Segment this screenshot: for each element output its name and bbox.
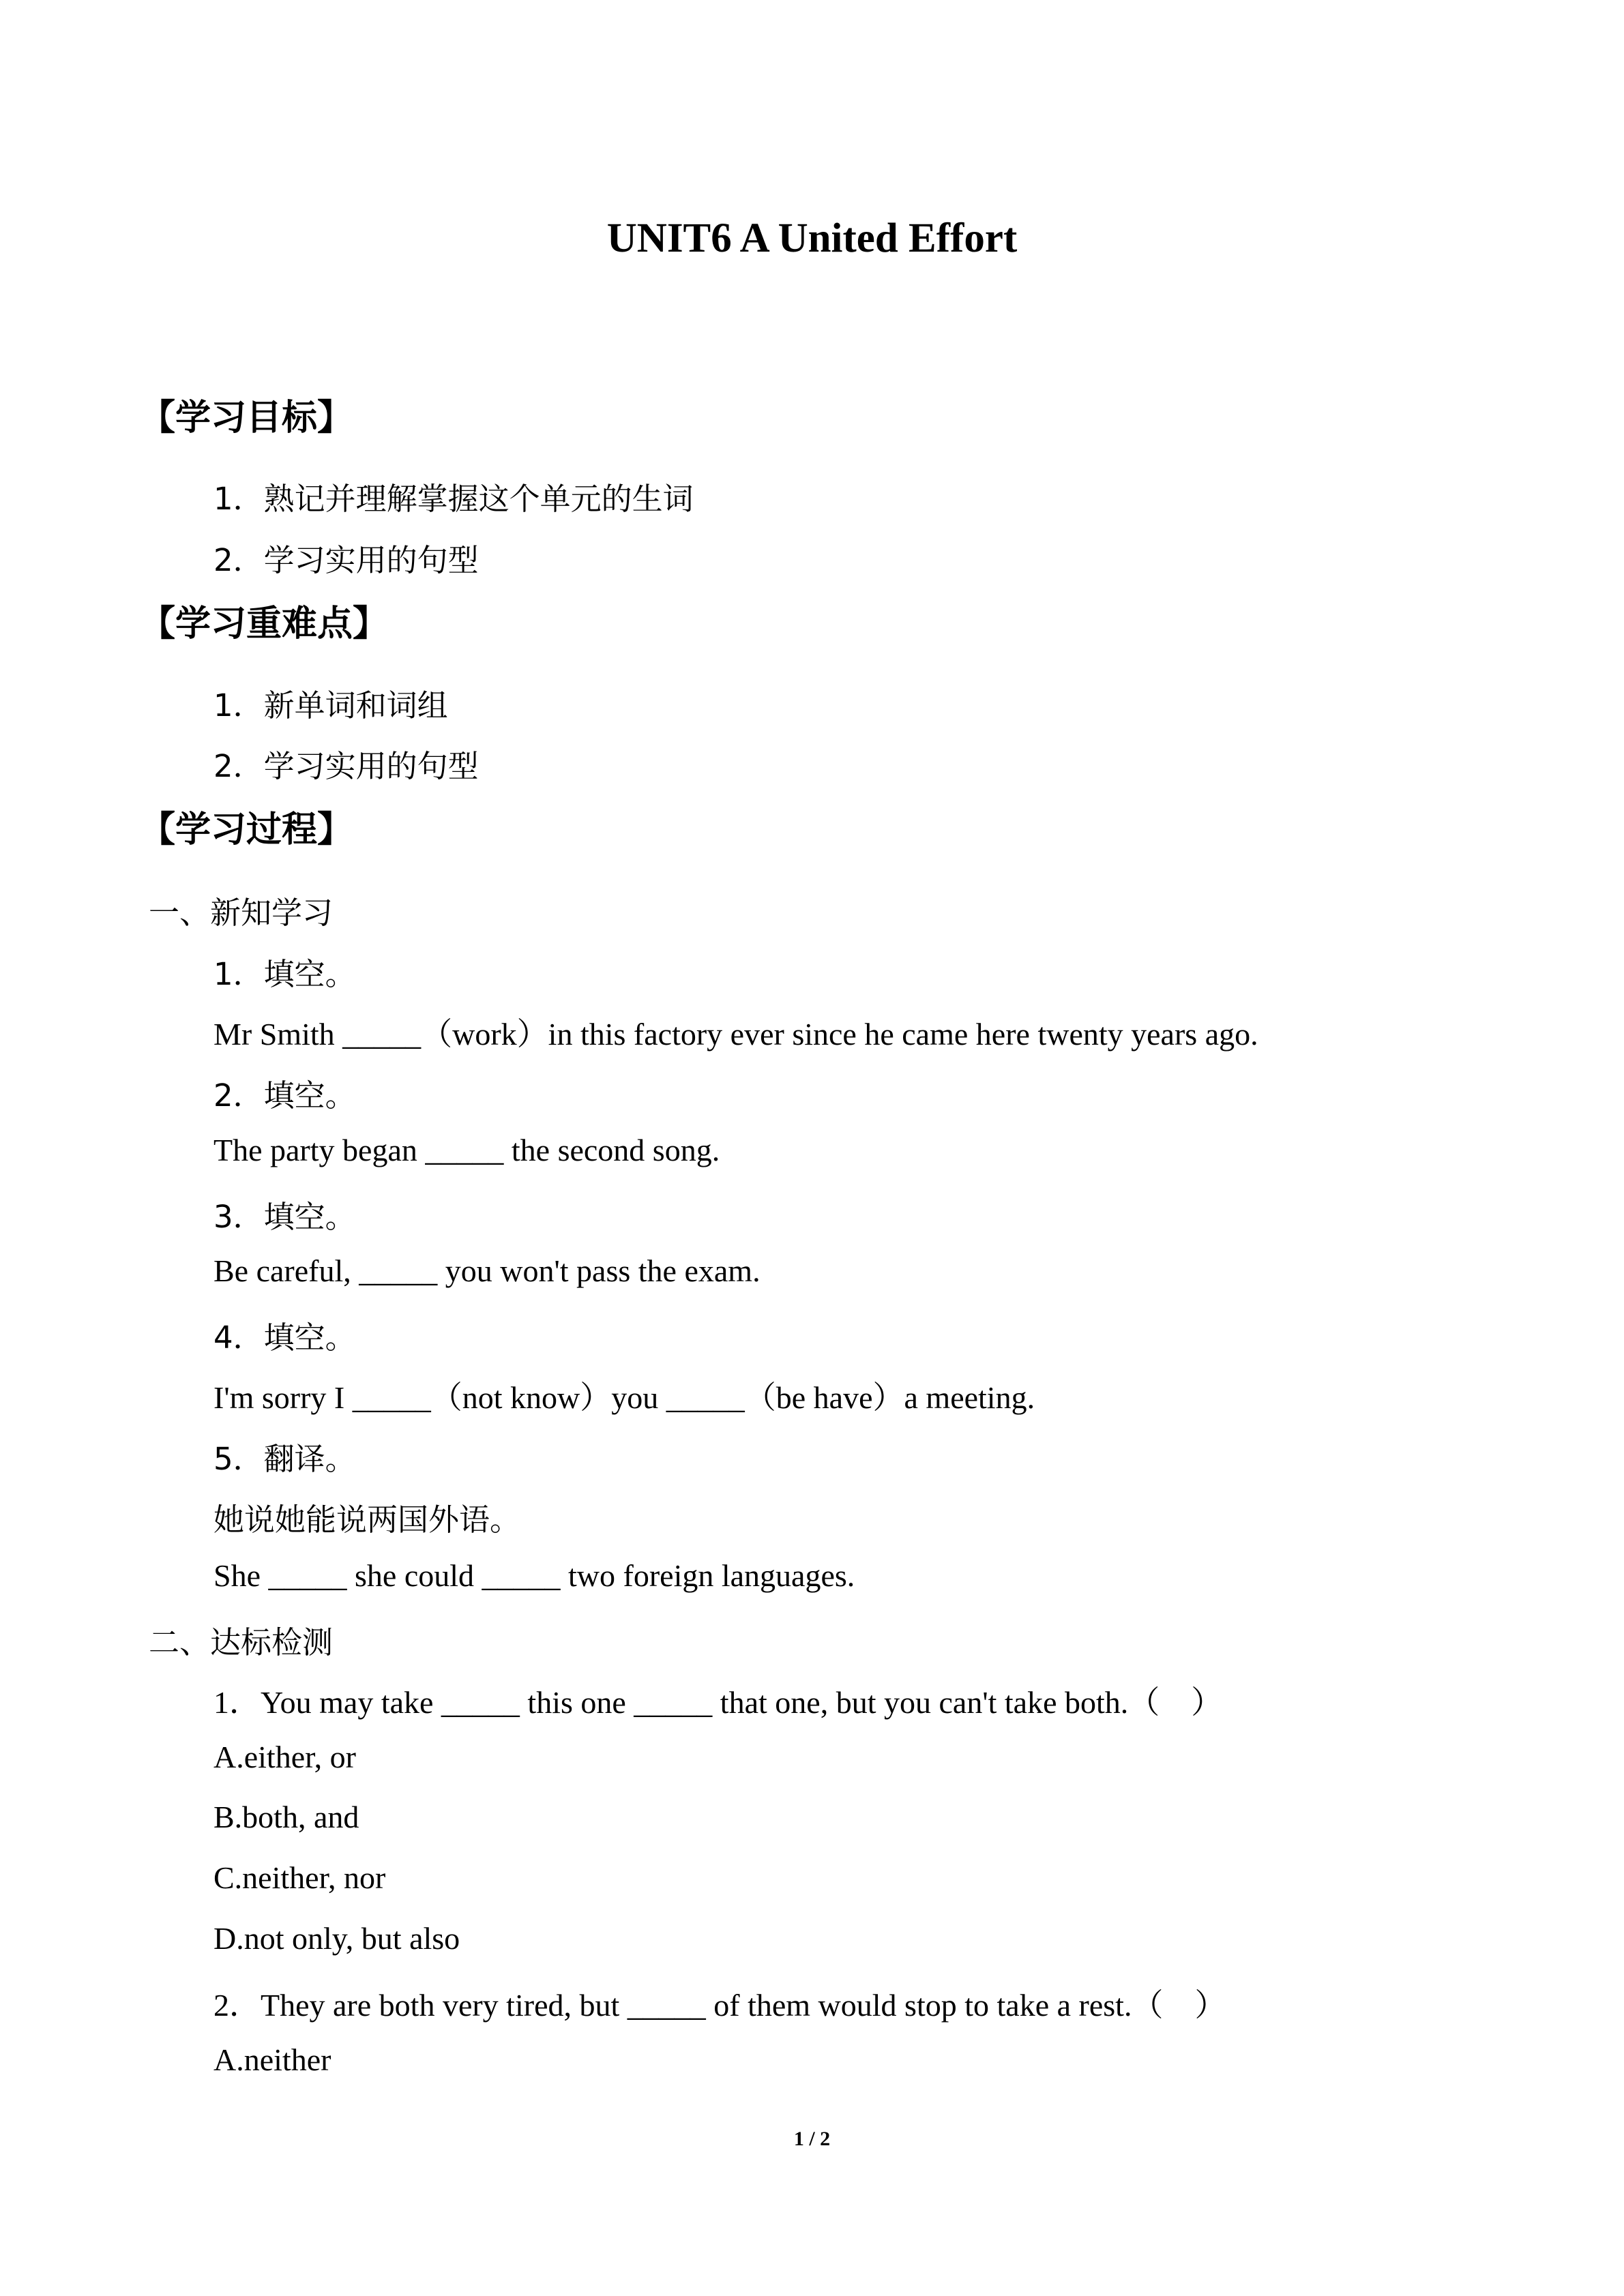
part1-q1-text: Mr Smith _____（work）in this factory ever since he came here twenty years ago. <box>213 1017 1258 1052</box>
part2-q1-option-a: A.either, or <box>213 1740 356 1774</box>
section-heading-process: 【学习过程】 <box>140 809 353 850</box>
part1-heading: 一、新知学习 <box>149 895 334 931</box>
part1-q2-text: The party began _____ the second song. <box>213 1133 720 1167</box>
part1-q2-label: 2．填空。 <box>213 1077 356 1114</box>
key-point-item-2: 2．学习实用的句型 <box>213 748 479 784</box>
part1-q5-text: She _____ she could _____ two foreign languages. <box>213 1558 855 1593</box>
part1-q3-label: 3．填空。 <box>213 1199 356 1235</box>
key-point-item-1: 1．新单词和词组 <box>213 687 448 724</box>
part1-q5-chinese: 她说她能说两国外语。 <box>213 1502 521 1538</box>
part1-q3-text: Be careful, _____ you won't pass the exam. <box>213 1253 761 1288</box>
part2-q1-option-d: D.not only, but also <box>213 1921 460 1956</box>
part1-q5-label: 5．翻译。 <box>213 1441 356 1477</box>
part2-heading: 二、达标检测 <box>149 1624 334 1660</box>
page-title: UNIT6 A United Effort <box>606 215 1018 261</box>
part2-q1-text: 1．You may take _____ this one _____ that one, but you can't take both.（ ） <box>213 1685 1223 1720</box>
part1-q1-label: 1．填空。 <box>213 956 356 992</box>
goal-item-1: 1．熟记并理解掌握这个单元的生词 <box>213 481 694 517</box>
part1-q4-label: 4．填空。 <box>213 1320 356 1356</box>
goal-item-2: 2．学习实用的句型 <box>213 542 479 578</box>
part2-q1-option-b: B.both, and <box>213 1800 359 1834</box>
part2-q2-option-a: A.neither <box>213 2042 331 2077</box>
page-number: 1 / 2 <box>793 2128 831 2150</box>
section-heading-goals: 【学习目标】 <box>140 398 353 438</box>
part2-q2-text: 2．They are both very tired, but _____ of them would stop to take a rest.（ ） <box>213 1988 1226 2023</box>
section-heading-key-points: 【学习重难点】 <box>140 603 389 644</box>
part1-q4-text: I'm sorry I _____（not know）you _____（be have）a meeting. <box>213 1380 1035 1415</box>
part2-q1-option-c: C.neither, nor <box>213 1860 386 1895</box>
